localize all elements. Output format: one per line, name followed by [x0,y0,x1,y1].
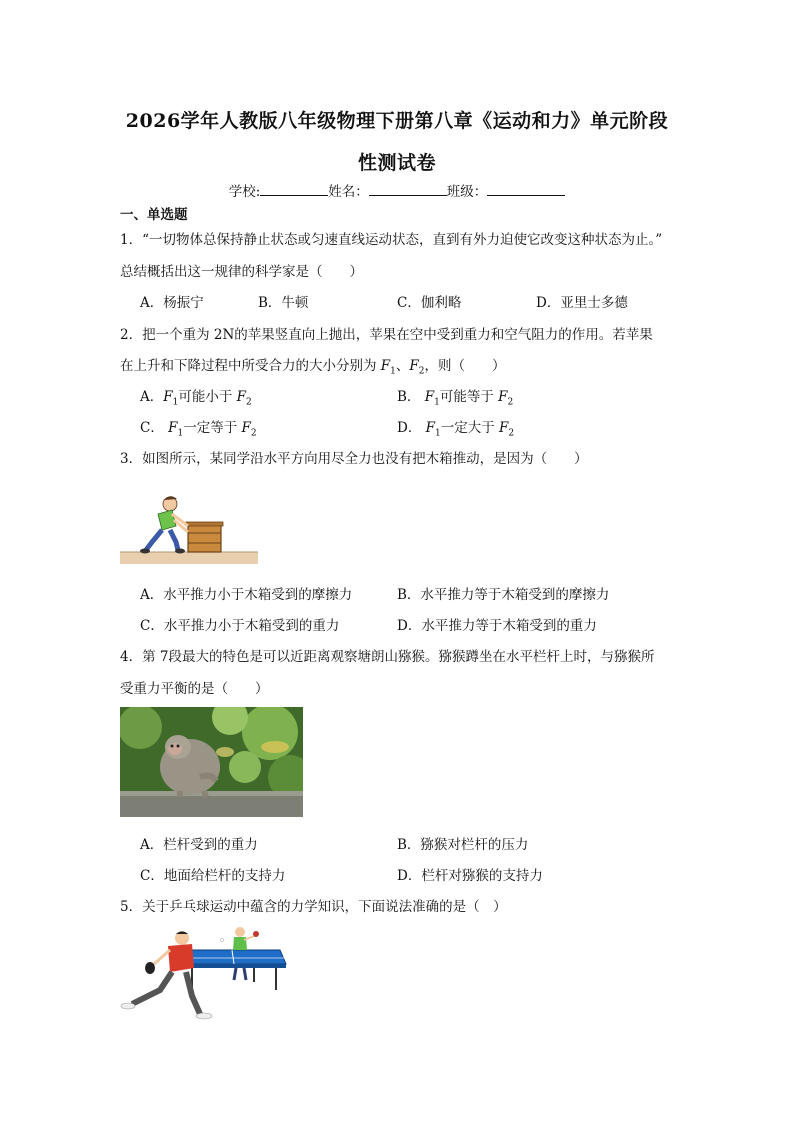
q1-option-d[interactable]: D．亚里士多德 [536,295,628,311]
q2-option-a[interactable]: A．$F_1$可能小于 $F_2$ [140,389,252,408]
q3-option-b[interactable]: B．水平推力等于木箱受到的摩擦力 [397,587,610,603]
q4-stem-line2: 受重力平衡的是（ ） [120,681,269,697]
q4-option-c[interactable]: C．地面给栏杆的支持力 [140,868,286,884]
school-label: 学校: [228,184,261,200]
class-label: 班级： [446,184,488,200]
q1-stem-line1: 1．“一切物体总保持静止状态或匀速直线运动状态，直到有外力迫使它改变这种状态为止。” [120,232,663,248]
q4-option-a[interactable]: A．栏杆受到的重力 [140,837,258,853]
table-tennis-image [120,920,288,1024]
q4-option-b[interactable]: B．猕猴对栏杆的压力 [397,837,529,853]
q3-option-d[interactable]: D．水平推力等于木箱受到的重力 [397,618,597,634]
macaque-photo [120,707,303,817]
q1-option-b[interactable]: B．牛顿 [258,295,309,311]
class-blank[interactable] [487,181,565,196]
q2-stem-line1: 2．把一个重为 2N的苹果竖直向上抛出，苹果在空中受到重力和空气阻力的作用。若苹果 [120,327,653,343]
section-heading: 一、单选题 [120,207,188,223]
q3-option-c[interactable]: C．水平推力小于木箱受到的重力 [140,618,340,634]
q2-option-d[interactable]: D． $F_1$一定大于 $F_2$ [397,420,515,439]
school-blank[interactable] [260,181,328,196]
boy-pushing-box-image [120,486,260,566]
name-blank[interactable] [369,181,447,196]
exam-title-line2: 性测试卷 [357,152,436,174]
q2-stem-line2: 在上升和下降过程中所受合力的大小分别为 $F_1$、$F_2$，则（ ） [120,358,506,377]
student-info-row [0,180,794,200]
q2-option-c[interactable]: C． $F_1$一定等于 $F_2$ [140,420,257,439]
q4-stem-line1: 4．第 7段最大的特色是可以近距离观察塘朗山猕猴。猕猴蹲坐在水平栏杆上时，与猕猴所 [120,649,655,665]
q5-stem-line1: 5．关于乒乓球运动中蕴含的力学知识，下面说法准确的是（ ） [120,899,507,915]
name-label: 姓名： [328,184,369,200]
q1-option-c[interactable]: C．伽利略 [397,295,462,311]
q1-option-a[interactable]: A．杨振宁 [140,295,204,311]
q2-option-b[interactable]: B． $F_1$可能等于 $F_2$ [397,389,514,408]
q3-stem-line1: 3．如图所示，某同学沿水平方向用尽全力也没有把木箱推动，是因为（ ） [120,451,588,467]
q3-option-a[interactable]: A．水平推力小于木箱受到的摩擦力 [140,587,353,603]
q1-stem-line2: 总结概括出这一规律的科学家是（ ） [120,264,363,280]
q4-option-d[interactable]: D．栏杆对猕猴的支持力 [397,868,543,884]
exam-title-line1: 2026学年人教版八年级物理下册第八章《运动和力》单元阶段 [125,110,669,132]
